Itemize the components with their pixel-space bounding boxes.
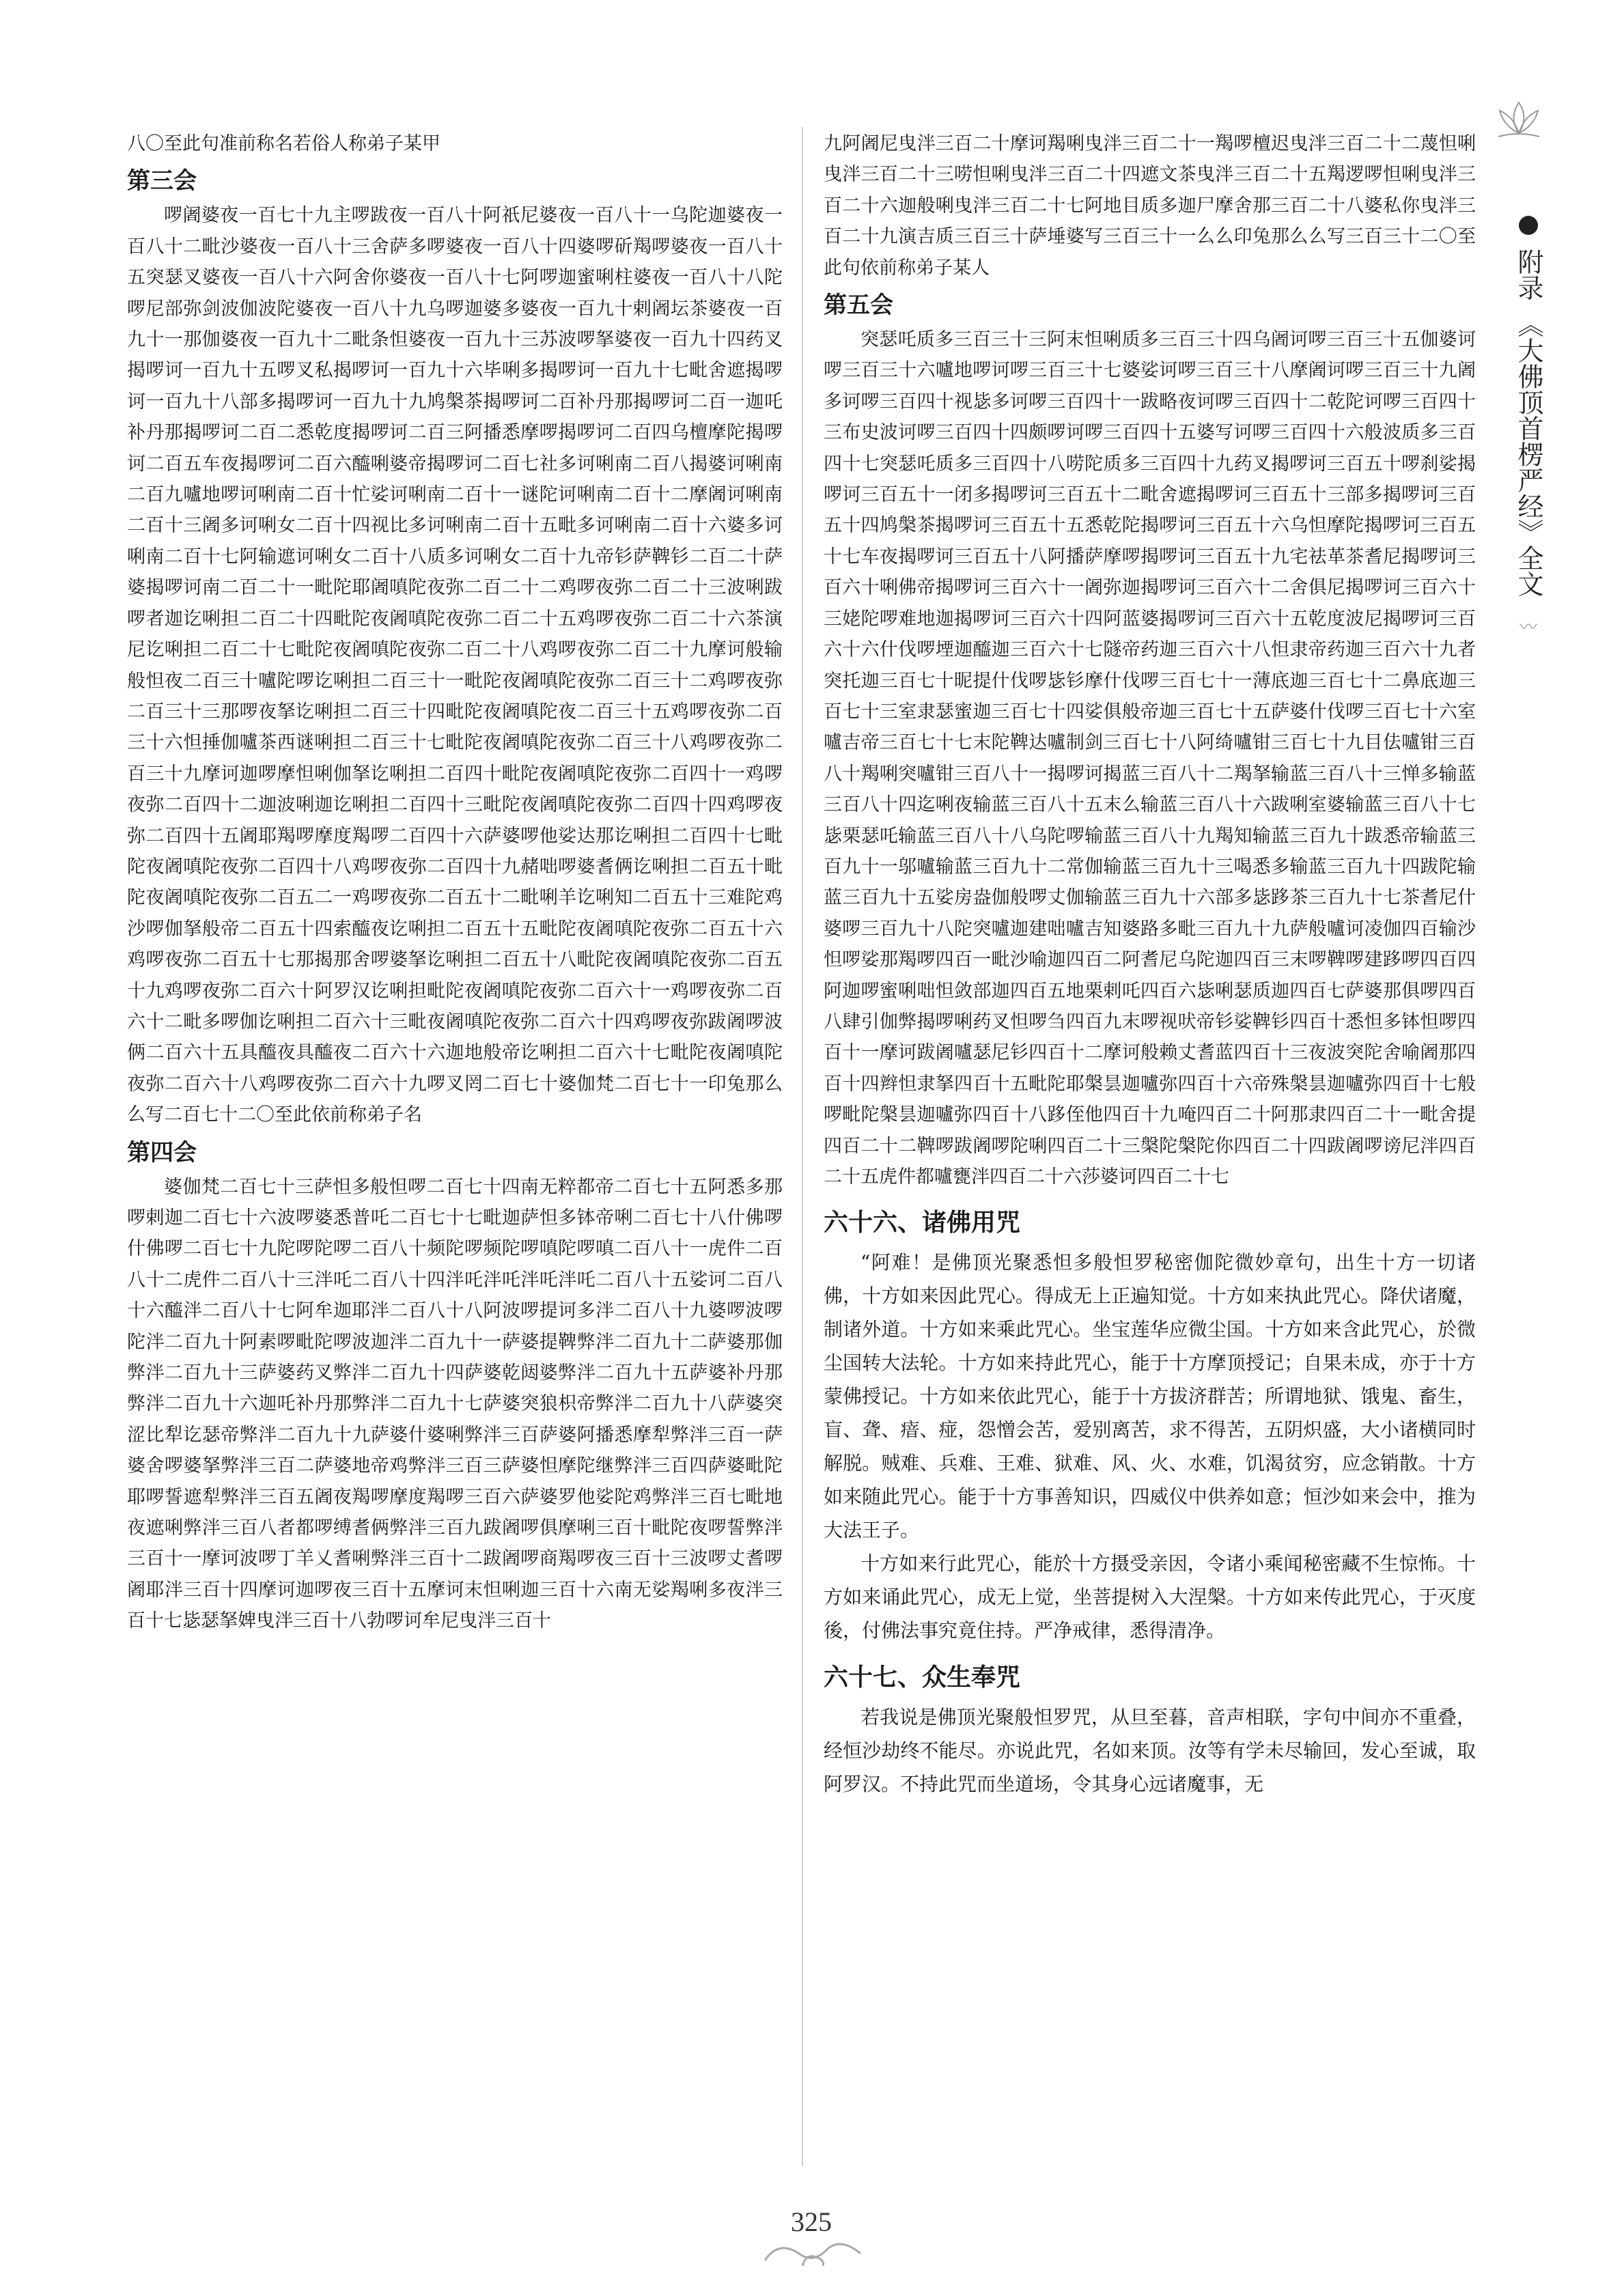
section-66-paragraph-1: “阿难！是佛顶光聚悉怛多般怛罗秘密伽陀微妙章句，出生十方一切诸佛，十方如来因此咒心。得成无上正遍知觉。十方如来执此咒心。降伏诸魔，制诸外道。十方如来乘此咒心。坐宝莲华应微尘国。十方如来含此咒心，於微尘国转大法轮。十方如来持此咒心，能于十方摩顶授记；自果未成，亦于十方蒙佛授记。十方如来依此咒心，能于十方拔济群苦；所谓地狱、饿鬼、畜生，盲、聋、瘖、痖，怨憎会苦，爱别离苦，求不得苦，五阴炽盛，大小诸横同时解脱。贼难、兵难、王难、狱难、风、火、水难，饥渴贫穷，应念销散。十方如来随此咒心。能于十方事善知识，四威仪中供养如意；恒沙如来会中，推为大法王子。: [824, 1251, 1476, 1542]
continued-text: 九阿阇尼曳泮三百二十摩诃羯唎曳泮三百二十一羯啰檀迟曳泮三百二十二蔑怛唎曳泮三百二十三唠怛唎曳泮三百二十四遮文茶曳泮三百二十五羯逻啰怛唎曳泮三百二十六迦般唎曳泮三百二十七阿地目质多迦尸摩舍那三百二十八婆私你曳泮三百二十九演吉质三百三十萨埵婆写三百三十一么么印兔那么么写三百三十二〇至此句依前称弟子某人: [824, 133, 1476, 279]
bullet-dot-icon: [1519, 216, 1538, 235]
section-66-paragraph-2: 十方如来行此咒心，能於十方摄受亲因，令诸小乘闻秘密藏不生惊怖。十方如来诵此咒心，成无上觉，坐菩提树入大涅槃。十方如来传此咒心，于灭度後，付佛法事究竟住持。严净戒律，悉得清净。: [824, 1552, 1476, 1642]
section-4-text: 婆伽梵二百七十三萨怛多般怛啰二百七十四南无粹都帝二百七十五阿悉多那啰剌迦二百七十六波啰婆悉普吒二百七十七毗迦萨怛多钵帝唎二百七十八什佛啰什佛啰二百七十九陀啰陀啰二百八十频陀啰频陀啰嗔陀啰嗔二百八十一虎件二百八十二虎件二百八十三泮吒二百八十四泮吒泮吒泮吒泮吒二百八十五娑诃二百八十六醯泮二百八十七阿牟迦耶泮二百八十八阿波啰提诃多泮二百八十九婆啰波啰陀泮二百九十阿素啰毗陀啰波迦泮二百九十一萨婆提鞞弊泮二百九十二萨婆那伽弊泮二百九十三萨婆药叉弊泮二百九十四萨婆乾闼婆弊泮二百九十五萨婆补丹那弊泮二百九十六迦吒补丹那弊泮二百九十七萨婆突狼枳帝弊泮二百九十八萨婆突涩比犁讫瑟帝弊泮二百九十九萨婆什婆唎弊泮三百萨婆阿播悉摩犁弊泮三百一萨婆舍啰婆拏弊泮三百二萨婆地帝鸡弊泮三百三萨婆怛摩陀继弊泮三百四萨婆毗陀耶啰誓遮犁弊泮三百五阇夜羯啰摩度羯啰三百六萨婆罗他娑陀鸡弊泮三百七毗地夜遮唎弊泮三百八者都啰缚耆俩弊泮三百九跋阇啰俱摩唎三百十毗陀夜啰誓弊泮三百十一摩诃波啰丁羊乂耆唎弊泮三百十二跋阇啰商羯啰夜三百十三波啰丈耆啰阇耶泮三百十四摩诃迦啰夜三百十五摩诃末怛唎迦三百十六南无娑羯唎多夜泮三百十七毖瑟拏婢曳泮三百十八勃啰诃牟尼曳泮三百十: [127, 1176, 783, 1632]
section-3-text: 啰阇婆夜一百七十九主啰跋夜一百八十阿祇尼婆夜一百八十一乌陀迦婆夜一百八十二毗沙婆夜一百八十三舍萨多啰婆夜一百八十四婆啰斫羯啰婆夜一百八十五突瑟叉婆夜一百八十六阿舍你婆夜一百八十七阿啰迦蜜唎柱婆夜一百八十八陀啰尼部弥剑波伽波陀婆夜一百八十九乌啰迦婆多婆夜一百九十剌阇坛茶婆夜一百九十一那伽婆夜一百九十二毗条怛婆夜一百九十三苏波啰拏婆夜一百九十四药叉揭啰诃一百九十五啰叉私揭啰诃一百九十六毕唎多揭啰诃一百九十七毗舍遮揭啰诃一百九十八部多揭啰诃一百九十九鸠槃茶揭啰诃二百补丹那揭啰诃二百一迦吒补丹那揭啰诃二百二悉乾度揭啰诃二百三阿播悉摩啰揭啰诃二百四乌檀摩陀揭啰诃二百五车夜揭啰诃二百六醯唎婆帝揭啰诃二百七社多诃唎南二百八揭婆诃唎南二百九嚧地啰诃唎南二百十忙娑诃唎南二百十一谜陀诃唎南二百十二摩阇诃唎南二百十三阇多诃唎女二百十四视比多诃唎南二百十五毗多诃唎南二百十六婆多诃唎南二百十七阿输遮诃唎女二百十八质多诃唎女二百十九帝钐萨鞞钐二百二十萨婆揭啰诃南二百二十一毗陀耶阇嗔陀夜弥二百二十二鸡啰夜弥二百二十三波唎跋啰者迦讫唎担二百二十四毗陀夜阇嗔陀夜弥二百二十五鸡啰夜弥二百二十六茶演尼讫唎担二百二十七毗陀夜阇嗔陀夜弥二百二十八鸡啰夜弥二百二十九摩诃般输般怛夜二百三十嚧陀啰讫唎担二百三十一毗陀夜阇嗔陀夜弥二百三十二鸡啰夜弥二百三十三那啰夜拏讫唎担二百三十四毗陀夜阇嗔陀夜二百三十五鸡啰夜弥二百三十六怛捶伽嚧茶西谜唎担二百三十七毗陀夜阇嗔陀夜弥二百三十八鸡啰夜弥二百三十九摩诃迦啰摩怛唎伽拏讫唎担二百四十毗陀夜阇嗔陀夜弥二百四十一鸡啰夜弥二百四十二迦波唎迦讫唎担二百四十三毗陀夜阇嗔陀夜弥二百四十四鸡啰夜弥二百四十五阇耶羯啰摩度羯啰二百四十六萨婆啰他娑达那讫唎担二百四十七毗陀夜阇嗔陀夜弥二百四十八鸡啰夜弥二百四十九赭咄啰婆耆俩讫唎担二百五十毗陀夜阇嗔陀夜弥二百五二一鸡啰夜弥二百五十二毗唎羊讫唎知二百五十三难陀鸡沙啰伽拏般帝二百五十四索醯夜讫唎担二百五十五毗陀夜阇嗔陀夜弥二百五十六鸡啰夜弥二百五十七那揭那舍啰婆拏讫唎担二百五十八毗陀夜阇嗔陀夜弥二百五十九鸡啰夜弥二百六十阿罗汉讫唎担毗陀夜阇嗔陀夜弥二百六十一鸡啰夜弥二百六十二毗多啰伽讫唎担二百六十三毗夜阇嗔陀夜弥二百六十四鸡啰夜弥跋阇啰波俩二百六十五具醯夜具醯夜二百六十六迦地般帝讫唎担二百六十七毗陀夜阇嗔陀夜弥二百六十八鸡啰夜弥二百六十九啰叉罔二百七十婆伽梵二百七十一印兔那么么写二百七十二〇至此依前称弟子名: [127, 205, 783, 1126]
intro-line: 八〇至此句准前称名若俗人称弟子某甲: [127, 133, 440, 154]
section-66-heading: 六十六、诸佛用咒: [824, 1209, 1021, 1237]
section-3-heading: 第三会: [127, 167, 197, 195]
sidebar: [1508, 216, 1549, 639]
section-4-heading: 第四会: [127, 1138, 197, 1166]
section-5-heading: 第五会: [824, 292, 893, 320]
page-number: 325: [791, 2206, 832, 2237]
section-5-text: 突瑟吒质多三百三十三阿末怛唎质多三百三十四乌阇诃啰三百三十五伽婆诃啰三百三十六嚧地啰诃啰三百三十七婆娑诃啰三百三十八摩阇诃啰三百三十九阇多诃啰三百四十视毖多诃啰三百四十一跋略夜诃啰三百四十二乾陀诃啰三百四十三布史波诃啰三百四十四颇啰诃啰三百四十五婆写诃啰三百四十六般波质多三百四十七突瑟吒质多三百四十八唠陀质多三百四十九药叉揭啰诃三百五十啰刹娑揭啰诃三百五十一闭多揭啰诃三百五十二毗舍遮揭啰诃三百五十三部多揭啰诃三百五十四鸠槃茶揭啰诃三百五十五悉乾陀揭啰诃三百五十六乌怛摩陀揭啰诃三百五十七车夜揭啰诃三百五十八阿播萨摩啰揭啰诃三百五十九宅祛革茶耆尼揭啰诃三百六十唎佛帝揭啰诃三百六十一阇弥迦揭啰诃三百六十二舍俱尼揭啰诃三百六十三姥陀啰难地迦揭啰诃三百六十四阿蓝婆揭啰诃三百六十五乾度波尼揭啰诃三百六十六什伐啰堙迦醯迦三百六十七隧帝药迦三百六十八怛隶帝药迦三百六十九者突托迦三百七十昵提什伐啰毖钐摩什伐啰三百七十一薄底迦三百七十二鼻底迦三百七十三室隶瑟蜜迦三百七十四娑俱般帝迦三百七十五萨婆什伐啰三百七十六室嚧吉帝三百七十七末陀鞞达嚧制剑三百七十八阿绮嚧钳三百七十九目佉嚧钳三百八十羯唎突嚧钳三百八十一揭啰诃揭蓝三百八十二羯拏输蓝三百八十三惮多输蓝三百八十四迄唎夜输蓝三百八十五末么输蓝三百八十六跋唎室婆输蓝三百八十七毖栗瑟吒输蓝三百八十八乌陀啰输蓝三百八十九羯知输蓝三百九十跋悉帝输蓝三百九十一邬嚧输蓝三百九十二常伽输蓝三百九十三喝悉多输蓝三百九十四跋陀输蓝三百九十五娑房盎伽般啰丈伽输蓝三百九十六部多毖跢茶三百九十七茶耆尼什婆啰三百九十八陀突嚧迦建咄嚧吉知婆路多毗三百九十九萨般嚧诃凌伽四百输沙怛啰娑那羯啰四百一毗沙喻迦四百二阿耆尼乌陀迦四百三末啰鞞啰建跢啰四百四阿迦啰蜜唎咄怛敛部迦四百五地栗剌吒四百六毖唎瑟质迦四百七萨婆那俱啰四百八肆引伽弊揭啰唎药叉怛啰刍四百九末啰视吠帝钐娑鞞钐四百十悉怛多钵怛啰四百十一摩诃跋阇嚧瑟尼钐四百十二摩诃般赖丈耆蓝四百十三夜波突陀舍喻阇那四百十四辫怛隶拏四百十五毗陀耶槃昙迦嚧弥四百十六帝殊槃昙迦嚧弥四百十七般啰毗陀槃昙迦嚧弥四百十八跢侄他四百十九唵四百二十阿那隶四百二十一毗舍提四百二十二鞞啰跋阇啰陀唎四百二十三槃陀槃陀你四百二十四跋阇啰谤尼泮四百二十五虎件都嚧甕泮四百二十六莎婆诃四百二十七: [824, 329, 1476, 1188]
sidebar-label: 附录: [1513, 249, 1543, 300]
right-column: [824, 128, 1476, 1801]
sidebar-title: 《大佛顶首楞严经》全文: [1513, 311, 1543, 597]
column-divider: [802, 127, 803, 2166]
lotus-ornament-icon: [1492, 96, 1546, 143]
section-67-paragraph-1: 若我说是佛顶光聚般怛罗咒，从旦至暮，音声相联，字句中间亦不重叠，经恒沙劫终不能尽。亦说此咒，名如来顶。汝等有学未尽输回，发心至诚，取阿罗汉。不持此咒而坐道场，令其身心远诸魔事，无: [824, 1706, 1476, 1796]
section-67-heading: 六十七、众生奉咒: [824, 1664, 1021, 1692]
squiggle-ornament-icon: 〰: [1519, 617, 1537, 638]
left-column: [127, 128, 783, 1637]
